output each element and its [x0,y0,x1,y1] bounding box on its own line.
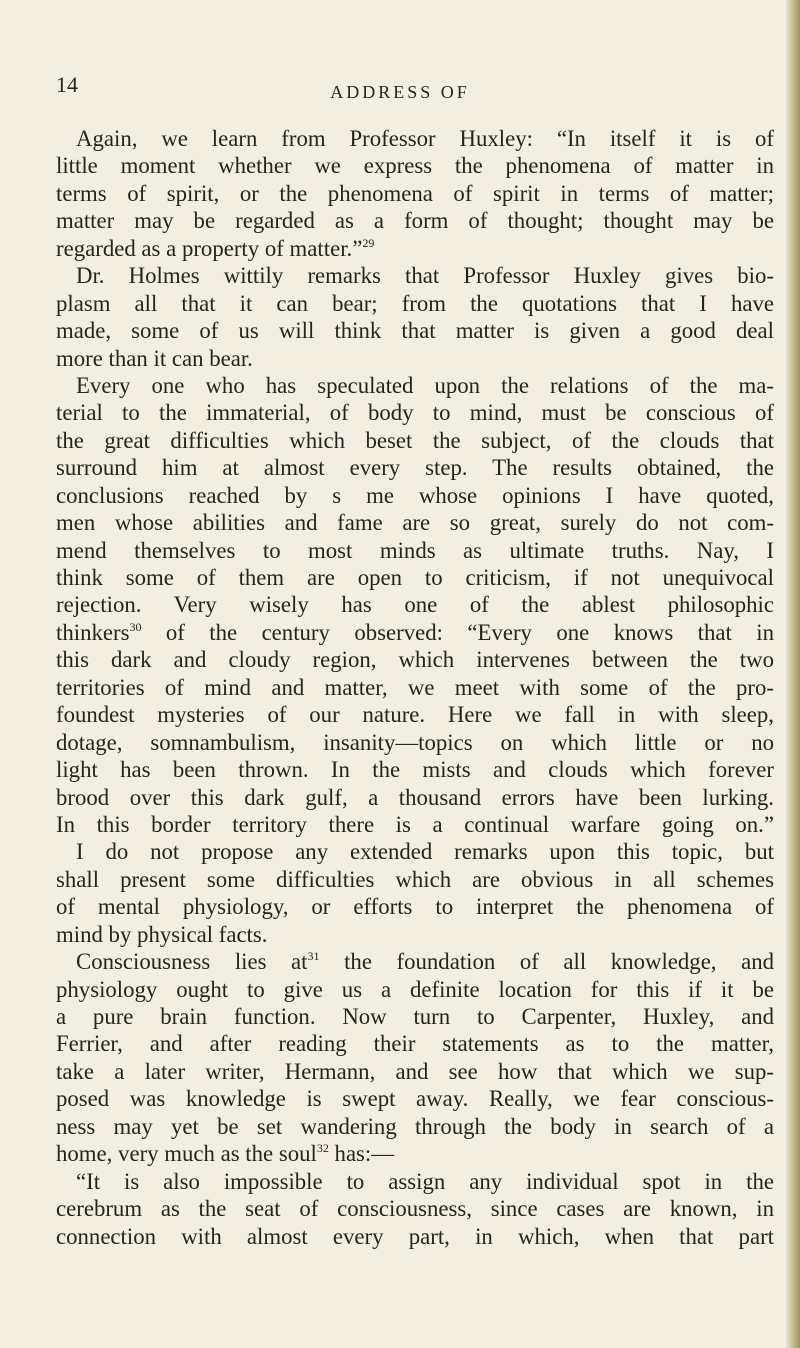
text-line: light has been thrown. In the mists and clouds which forever [56,757,774,783]
text-line: more than it can bear. [56,345,253,371]
text-line: made, some of us will think that matter is given a good deal [56,318,774,344]
text-line: posed was knowledge is swept away. Really, we fear conscious- [56,1086,774,1112]
text-line: terial to the immaterial, of body to mind, must be conscious of [56,400,774,426]
text-line: matter may be regarded as a form of thought; thought may be [56,208,774,234]
text-line: physiology ought to give us a definite location for this if it be [56,976,774,1002]
running-head: ADDRESS OF [330,82,470,102]
text-line: of mental physiology, or efforts to interpret the phenomena of [56,894,774,920]
text-line: dotage, somnambulism, insanity—topics on which little or no [56,729,774,755]
text-line: plasm all that it can bear; from the quotations that I have [56,290,774,316]
footnote-reference: 29 [362,235,375,250]
text-line: In this border territory there is a continual warfare going on.” [56,811,774,837]
text-line: “It is also impossible to assign any individual spot in the [76,1168,774,1194]
text-line: this dark and cloudy region, which intervenes between the two [56,647,774,673]
page-edge [786,0,800,1348]
text-line: Dr. Holmes wittily remarks that Professor Huxley gives bio- [76,263,774,289]
page-number: 14 [56,72,78,97]
text-line: terms of spirit, or the phenomena of spirit in terms of matter; [56,180,774,206]
text-line: Ferrier, and after reading their statements as to the matter, [56,1031,774,1057]
text-line: shall present some difficulties which are obvious in all schemes [56,866,774,892]
text-line: men whose abilities and fame are so great, surely do not com- [56,510,774,536]
text-line: thinkers$^{30}$ of the century observed: “Every one knows that in [56,619,774,645]
text-line: think some of them are open to criticism, if not unequivocal [56,565,774,590]
text-line: mind by physical facts. [56,921,268,947]
text-line: cerebrum as the seat of consciousness, since cases are known, in [56,1196,774,1222]
text-line: Every one who has speculated upon the relations of the ma- [76,372,774,398]
text-line: territories of mind and matter, we meet with some of the pro- [56,674,774,700]
footnote-reference: 30 [129,619,142,634]
text-line: foundest mysteries of our nature. Here we fall in with sleep, [56,702,774,728]
text-line: rejection. Very wisely has one of the ablest philosophic [56,592,774,618]
text-line: home, very much as the soul$^{32}$ has:— [56,1141,395,1167]
text-line: surround him at almost every step. The results obtained, the [56,455,774,481]
text-line: I do not propose any extended remarks upon this topic, but [76,839,774,865]
text-line: little moment whether we express the phenomena of matter in [56,153,774,179]
text-line: brood over this dark gulf, a thousand errors have been lurking. [56,784,774,810]
text-line: connection with almost every part, in which, when that part [56,1223,774,1249]
text-line: Again, we learn from Professor Huxley: “In itself it is of [76,126,774,151]
text-line: take a later writer, Hermann, and see how that which we sup- [56,1058,774,1084]
text-line: mend themselves to most minds as ultimate truths. Nay, I [56,537,774,563]
text-line: Consciousness lies $at^{31}$ the foundation of all knowledge, and [76,949,774,975]
text-line: conclusions reached by s me whose opinions I have quoted, [56,482,774,508]
text-line: a pure brain function. Now turn to Carpenter, Huxley, and [56,1004,774,1029]
footnote-reference: 32 [316,1141,329,1156]
body-text [56,125,774,1250]
text-line: ness may yet be set wandering through the body in search of a [56,1113,774,1139]
text-line: regarded as a property of matter.”$^{29}$ [56,235,375,261]
text-line: the great difficulties which beset the subject, of the clouds that [56,427,774,453]
footnote-reference: 31 [307,949,320,964]
